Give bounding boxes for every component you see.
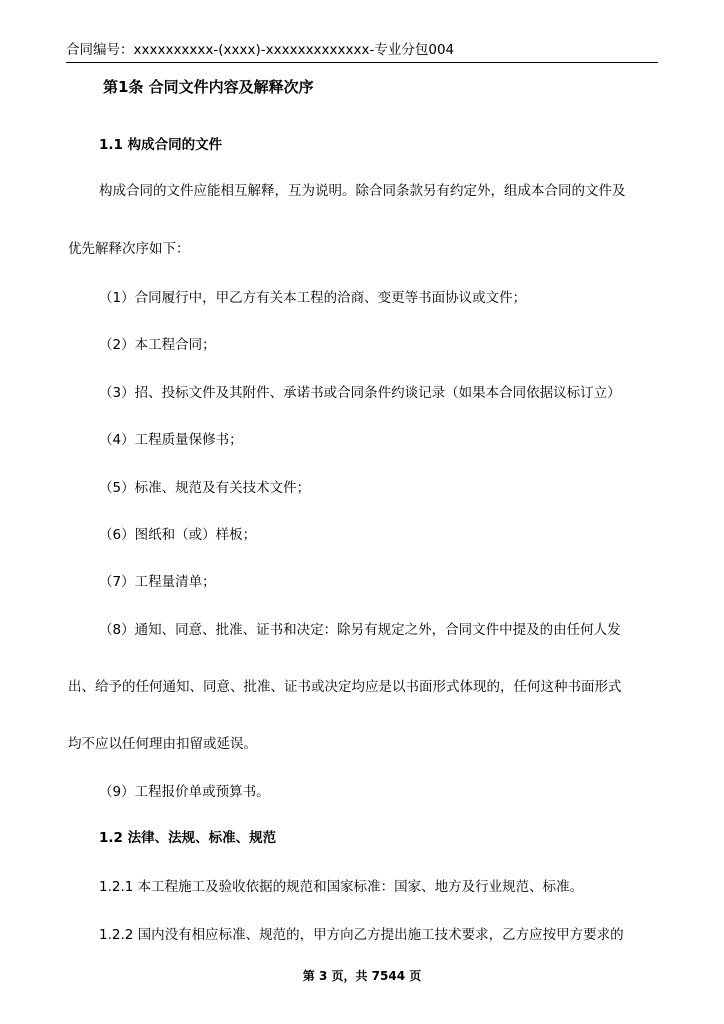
article-title: 第1条 合同文件内容及解释次序 xyxy=(103,78,314,96)
list-item: （3）招、投标文件及其附件、承诺书或合同条件约谈记录（如果本合同依据议标订立） xyxy=(99,385,621,401)
list-item: （9）工程报价单或预算书。 xyxy=(99,784,270,800)
list-item-continuation: 出、给予的任何通知、同意、批准、证书或决定均应是以书面形式体现的，任何这种书面形式 xyxy=(68,679,622,695)
list-item: （7）工程量清单； xyxy=(99,574,216,590)
list-item: （4）工程质量保修书； xyxy=(99,432,243,448)
page-number: 第 3 页，共 7544 页 xyxy=(302,969,422,983)
list-item-continuation: 均不应以任何理由扣留或延误。 xyxy=(68,736,257,752)
list-item: （1）合同履行中，甲乙方有关本工程的洽商、变更等书面协议或文件； xyxy=(99,290,527,306)
document-header: 合同编号：xxxxxxxxxx-(xxxx)-xxxxxxxxxxxxx-专业分包004 xyxy=(66,41,658,63)
clause-1-2-1: 1.2.1 本工程施工及验收依据的规范和国家标准：国家、地方及行业规范、标准。 xyxy=(99,879,584,895)
section-heading-1-1: 1.1 构成合同的文件 xyxy=(99,137,223,153)
list-item: （8）通知、同意、批准、证书和决定：除另有规定之外，合同文件中提及的由任何人发 xyxy=(99,622,621,638)
paragraph-line: 构成合同的文件应能相互解释，互为说明。除合同条款另有约定外，组成本合同的文件及 xyxy=(99,183,626,199)
list-item: （5）标准、规范及有关技术文件； xyxy=(99,480,311,496)
list-item: （6）图纸和（或）样板； xyxy=(99,527,257,543)
paragraph-line: 优先解释次序如下： xyxy=(68,241,190,257)
section-heading-1-2: 1.2 法律、法规、标准、规范 xyxy=(99,830,277,846)
list-item: （2）本工程合同； xyxy=(99,337,216,353)
clause-1-2-2: 1.2.2 国内没有相应标准、规范的，甲方向乙方提出施工技术要求，乙方应按甲方要求的 xyxy=(99,927,624,943)
